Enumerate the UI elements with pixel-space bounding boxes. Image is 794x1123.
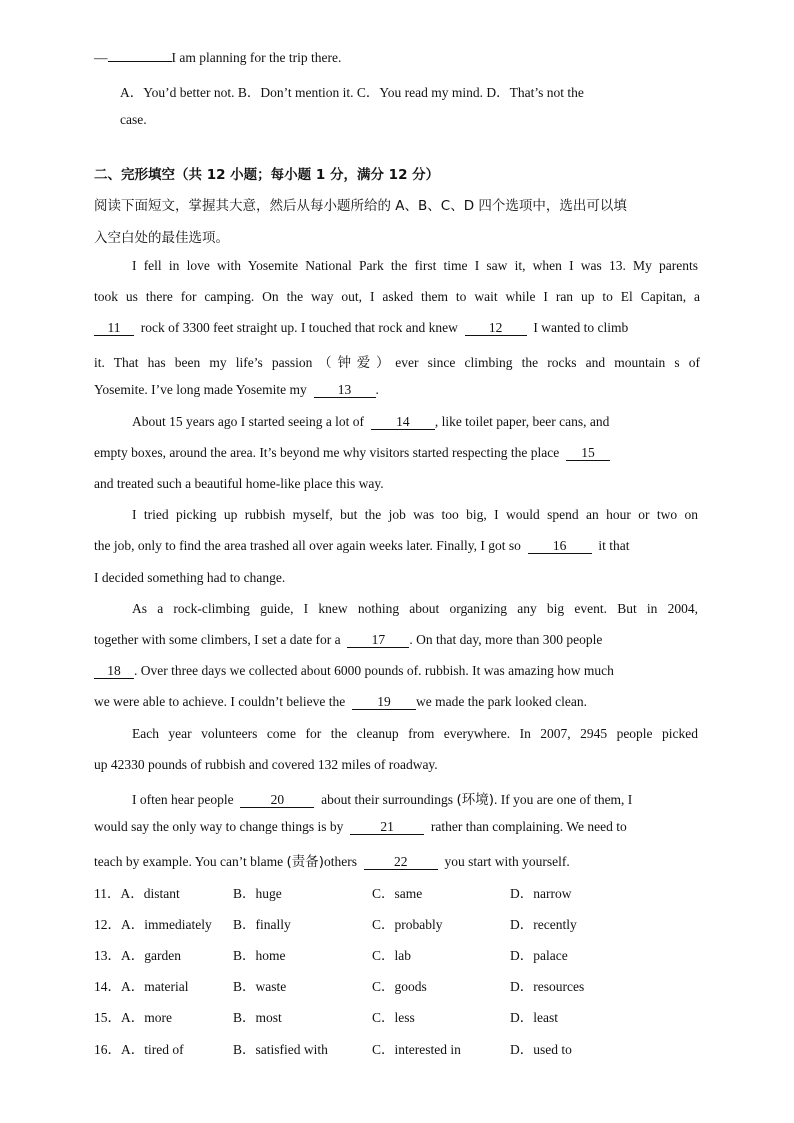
passage-line: I decided something had to change. xyxy=(94,570,286,585)
passage-text: . xyxy=(375,382,379,397)
option-d: D．used to xyxy=(510,1042,572,1057)
option-c: C．same xyxy=(372,886,423,901)
option-b: B．waste xyxy=(233,979,287,994)
passage-line: and treated such a beautiful home-like place this way. xyxy=(94,476,384,491)
passage-text: you start with yourself. xyxy=(444,854,570,869)
passage-line xyxy=(94,445,700,461)
section-heading: 二、完形填空（共 12 小题；每小题 1 分，满分 12 分） xyxy=(94,167,440,183)
passage-line xyxy=(94,850,700,870)
passage-text-cn: (环境) xyxy=(456,792,494,808)
instructions-line-2: 入空白处的最佳选项。 xyxy=(94,230,229,246)
option-b: B．huge xyxy=(233,886,282,901)
blank-14: 14 xyxy=(371,415,435,430)
passage-line: As a rock-climbing guide, I knew nothing about organizing any big event. But in 2004, xyxy=(132,601,698,616)
passage-text: I wanted to climb xyxy=(533,320,629,335)
passage-text: . On that day, more than 300 people xyxy=(409,632,603,647)
answer-blank xyxy=(108,61,172,62)
instructions-line-1: 阅读下面短文，掌握其大意，然后从每小题所给的 A、B、C、D 四个选项中，选出可以填 xyxy=(94,198,627,214)
passage-line xyxy=(94,819,700,835)
passage-text-cn: (责备) xyxy=(286,854,324,870)
option-d: D．recently xyxy=(510,917,577,932)
passage-line: took us there for camping. On the way out, I asked them to wait while I ran up to El Capitan, a xyxy=(94,289,700,304)
passage-text: it. That has been my life’s passion xyxy=(94,355,313,370)
blank-12: 12 xyxy=(465,321,527,336)
passage-line xyxy=(94,663,700,679)
option-b: B．home xyxy=(233,948,286,963)
blank-17: 17 xyxy=(347,633,409,648)
passage-text: the job, only to find the area trashed all over again weeks later. Finally, I got so xyxy=(94,538,521,553)
passage-line xyxy=(94,694,700,710)
passage-text: About 15 years ago I started seeing a lot of xyxy=(132,414,365,429)
passage-line xyxy=(132,788,698,808)
passage-line: up 42330 pounds of rubbish and covered 132 miles of roadway. xyxy=(94,757,438,772)
passage-text: empty boxes, around the area. It’s beyond me why visitors started respecting the place xyxy=(94,445,560,460)
option-a: 13．A．garden xyxy=(94,948,181,963)
passage-text: it that xyxy=(598,538,630,553)
passage-text: teach by example. You can’t blame xyxy=(94,854,284,869)
blank-20: 20 xyxy=(240,793,314,808)
blank-18: 18 xyxy=(94,664,134,679)
blank-21: 21 xyxy=(350,820,424,835)
option-d: D．palace xyxy=(510,948,568,963)
passage-text: about their surroundings xyxy=(321,792,454,807)
option-b: B．most xyxy=(233,1010,282,1025)
prev-question-text: I am planning for the trip there. xyxy=(171,50,342,65)
passage-text: ever since climbing the rocks and mountain s of xyxy=(395,355,701,370)
passage-text: we were able to achieve. I couldn’t believe the xyxy=(94,694,346,709)
option-d: D．least xyxy=(510,1010,558,1025)
passage-text: , like toilet paper, beer cans, and xyxy=(434,414,610,429)
passage-text: I often hear people xyxy=(132,792,234,807)
passage-line xyxy=(94,351,700,371)
dash: — xyxy=(94,50,108,65)
blank-16: 16 xyxy=(528,539,592,554)
option-b: B．finally xyxy=(233,917,291,932)
passage-line: I tried picking up rubbish myself, but the job was too big, I would spend an hour or two on xyxy=(132,507,698,522)
passage-line: I fell in love with Yosemite National Park the first time I saw it, when I was 13. My parents xyxy=(132,258,698,273)
option-c: C．lab xyxy=(372,948,411,963)
passage-text-cn: （钟爱） xyxy=(312,355,396,371)
option-a: 15．A．more xyxy=(94,1010,172,1025)
prev-question-options: A．You’d better not. B．Don’t mention it. C．You read my mind. D．That’s not the xyxy=(120,85,584,100)
option-d: D．narrow xyxy=(510,886,572,901)
passage-text: others xyxy=(324,854,357,869)
passage-text: rather than complaining. We need to xyxy=(430,819,627,834)
option-b: B．satisfied with xyxy=(233,1042,328,1057)
option-c: C．less xyxy=(372,1010,415,1025)
passage-text: together with some climbers, I set a date for a xyxy=(94,632,341,647)
passage-line xyxy=(94,320,700,336)
prev-question-stem xyxy=(94,50,700,66)
blank-15: 15 xyxy=(566,446,610,461)
blank-22: 22 xyxy=(364,855,438,870)
option-a: 14．A．material xyxy=(94,979,189,994)
blank-11: 11 xyxy=(94,321,134,336)
passage-line xyxy=(94,632,700,648)
passage-text: would say the only way to change things is by xyxy=(94,819,344,834)
passage-line: Each year volunteers come for the cleanup from everywhere. In 2007, 2945 people picked xyxy=(132,726,698,741)
passage-text: we made the park looked clean. xyxy=(416,694,587,709)
prev-question-options-cont: case. xyxy=(120,112,147,127)
passage-line xyxy=(132,414,698,430)
blank-19: 19 xyxy=(352,695,416,710)
passage-line xyxy=(94,538,700,554)
passage-text: . Over three days we collected about 6000 pounds of. rubbish. It was amazing how much xyxy=(134,663,614,678)
passage-line xyxy=(94,382,700,398)
option-a: 12．A．immediately xyxy=(94,917,212,932)
blank-13: 13 xyxy=(314,383,376,398)
passage-text: Yosemite. I’ve long made Yosemite my xyxy=(94,382,307,397)
passage-text: . If you are one of them, I xyxy=(493,792,633,807)
passage-text: rock of 3300 feet straight up. I touched that rock and knew xyxy=(140,320,458,335)
option-c: C．goods xyxy=(372,979,427,994)
option-d: D．resources xyxy=(510,979,585,994)
option-a: 16．A．tired of xyxy=(94,1042,184,1057)
option-c: C．interested in xyxy=(372,1042,461,1057)
option-c: C．probably xyxy=(372,917,443,932)
option-a: 11．A．distant xyxy=(94,886,180,901)
